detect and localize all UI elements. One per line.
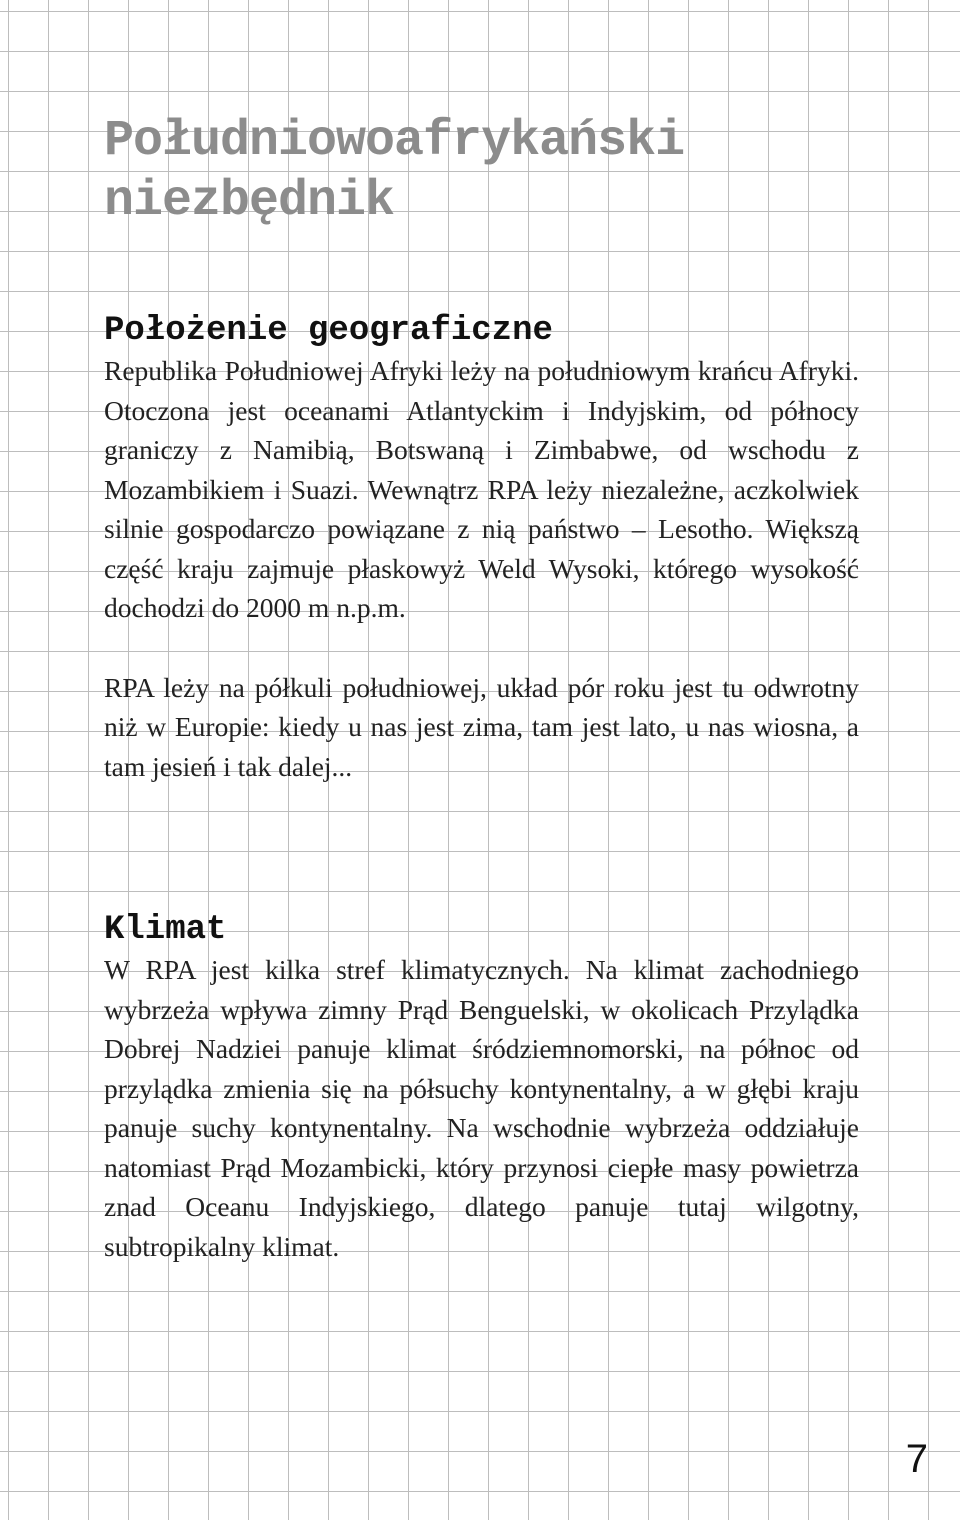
paragraph: RPA leży na półkuli południowej, układ pór roku jest tu odwrotny niż w Europie: kiedy u nas jest zima, tam jest lato, u nas wiosna, a tam jesień i tak dalej...	[104, 671, 859, 782]
section-climate	[104, 910, 859, 1266]
page-number: 7	[905, 1437, 928, 1481]
section-geographic-location	[104, 311, 859, 786]
paragraph: W RPA jest kilka stref klimatycznych. Na klimat zachodniego wybrzeża wpływa zimny Prąd Benguelski, w okolicach Przylądka Dobrej Nadziei panuje klimat śródziemnomorski, na północ od przylądka zmienia się na półsuchy kontynentalny, a w głębi kraju panuje suchy kontynentalny. Na wschodnie wybrzeża oddziałuje natomiast Prąd Mozambicki, który przynosi ciepłe masy powietrza znad Oceanu Indyjskiego, dlatego panuje tutaj wilgotny, subtropikalny klimat.	[104, 954, 859, 1262]
paragraph: Republika Południowej Afryki leży na południowym krańcu Afryki. Otoczona jest oceanami Atlantyckim i Indyjskim, od północy graniczy z Namibią, Botswaną i Zimbabwe, od wschodu z Mozambikiem i Suazi. Wewnątrz RPA leży niezależne, aczkolwiek silnie gospodarczo powiązane z nią państwo – Lesotho. Większą część kraju zajmuje płaskowyż Weld Wysoki, którego wysokość dochodzi do 2000 m n.p.m.	[104, 355, 859, 623]
section-heading: Położenie geograficzne	[104, 312, 553, 350]
section-heading: Klimat	[104, 911, 227, 949]
page-title: Południowoafrykański niezbędnik	[104, 113, 685, 230]
